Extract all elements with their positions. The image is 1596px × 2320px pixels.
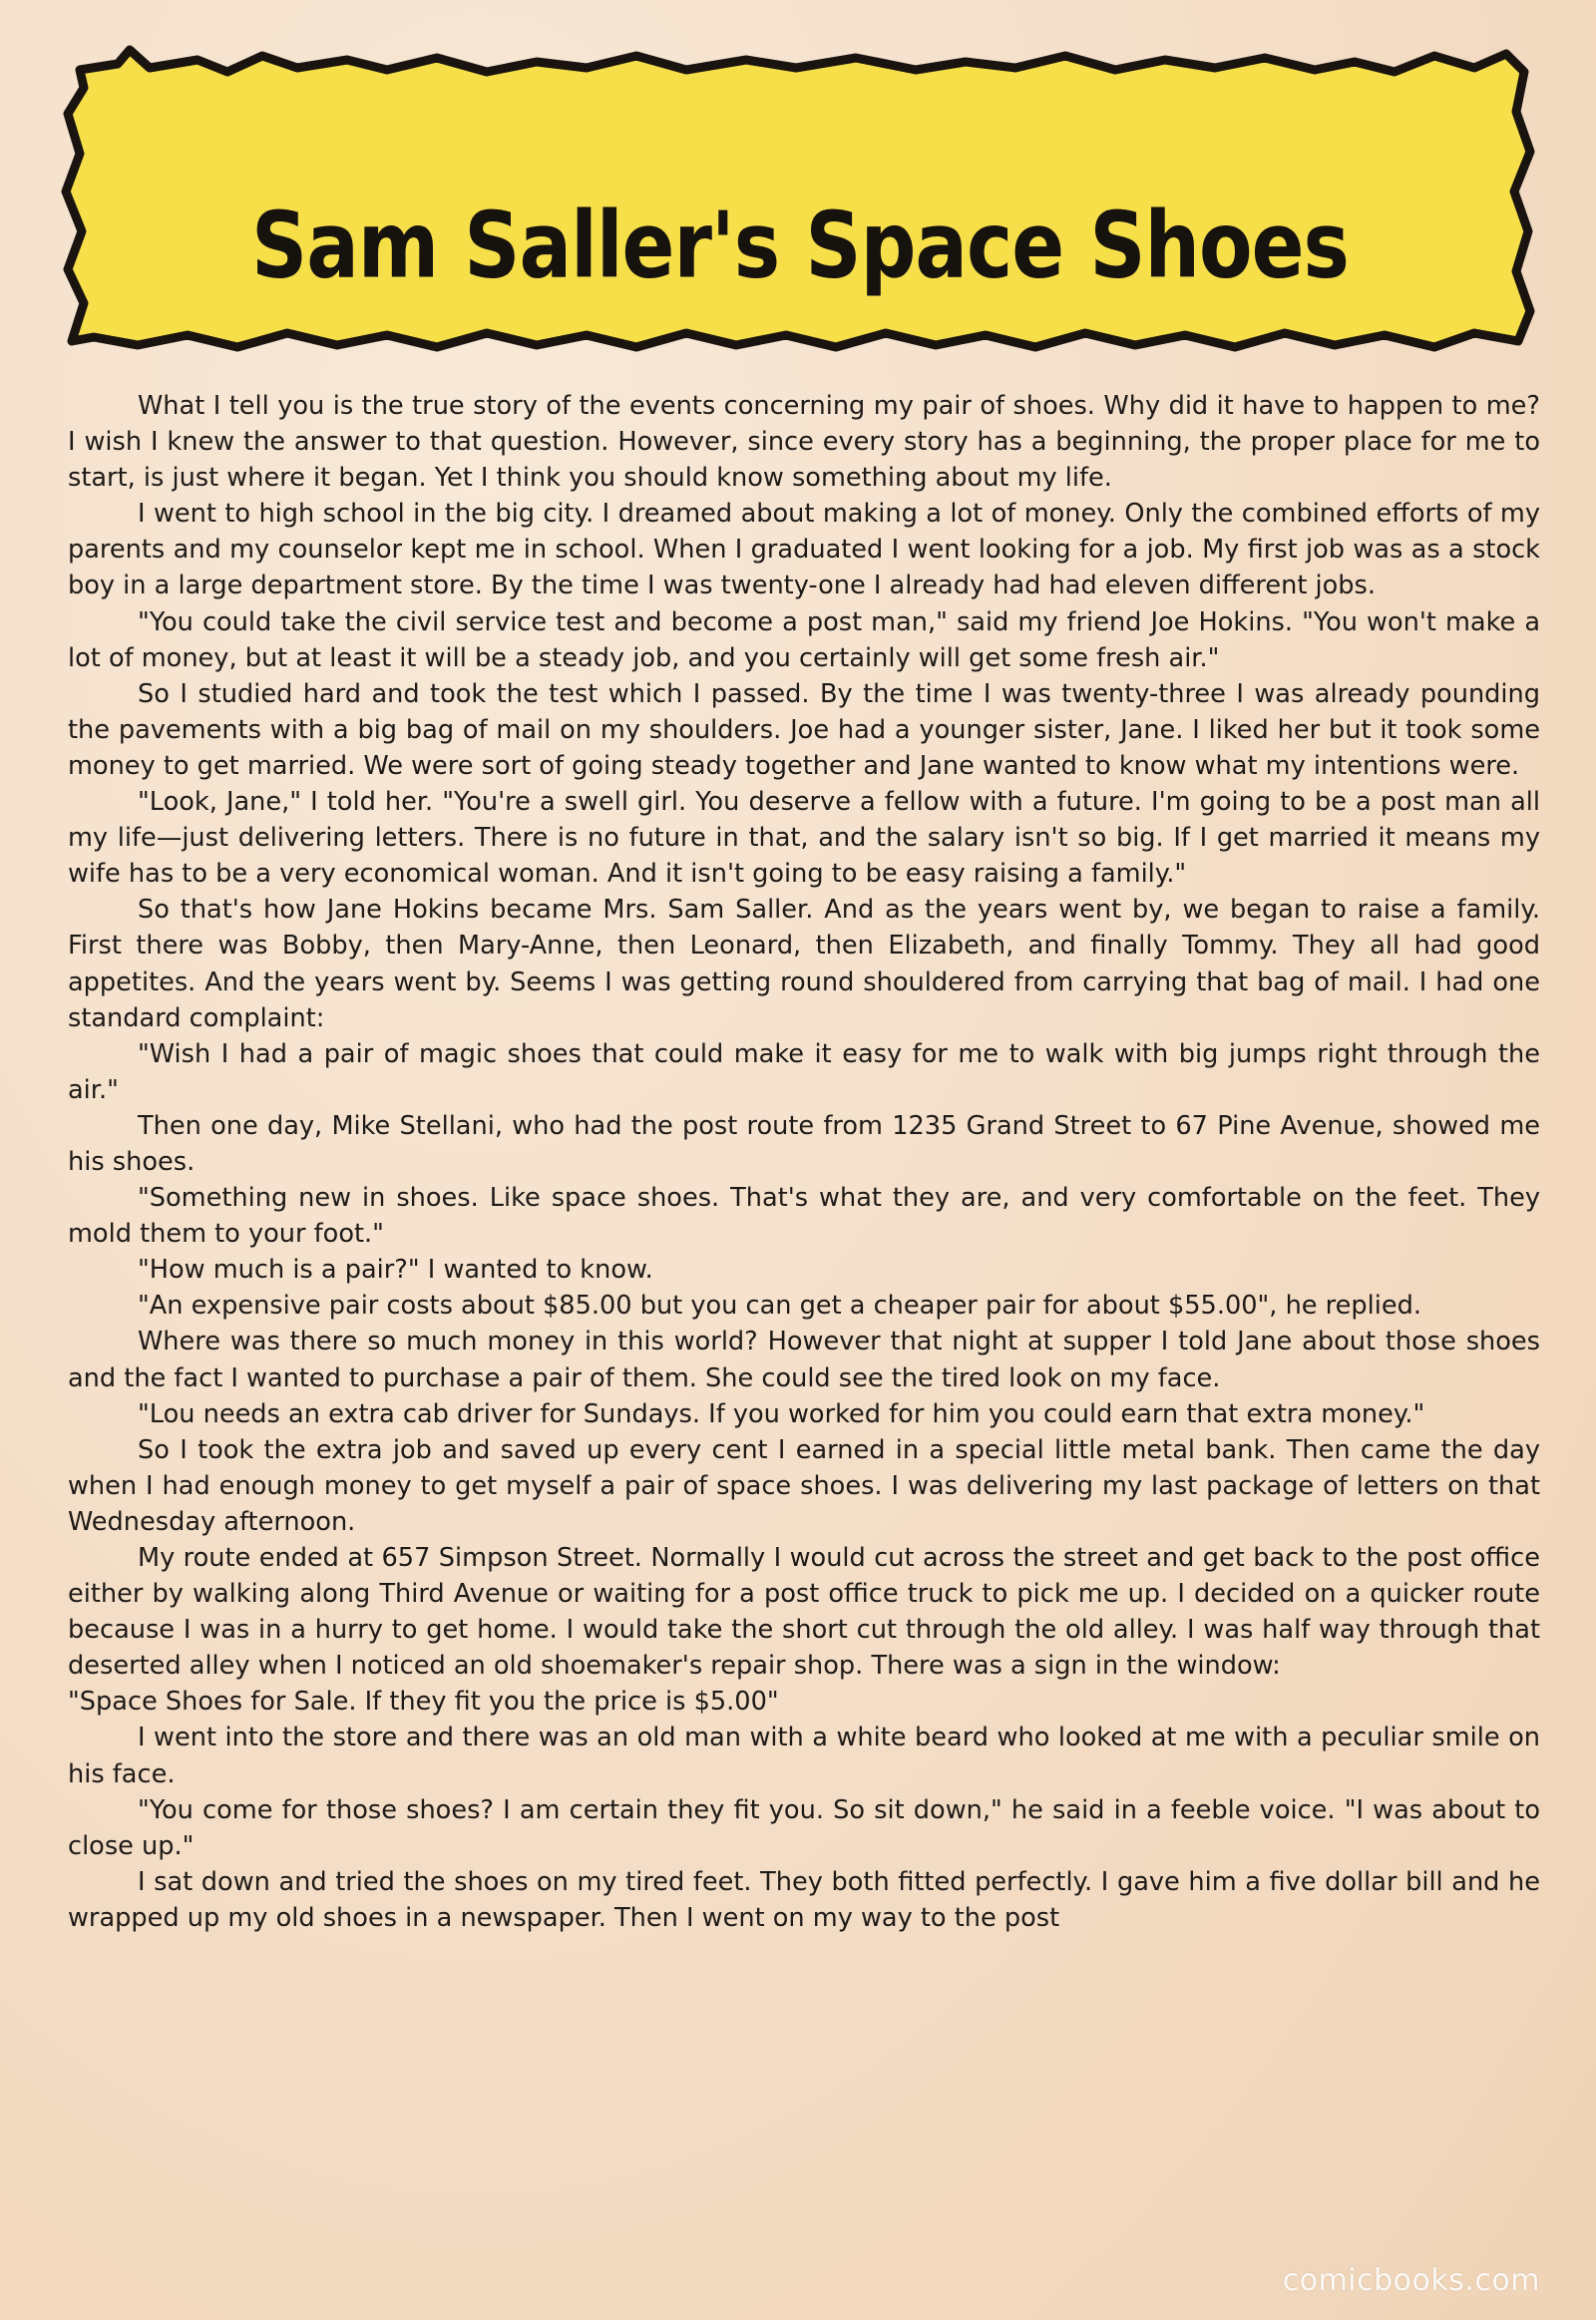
title-banner [58,42,1542,359]
story-title: Sam Saller's Space Shoes [251,193,1349,300]
paragraph: "You could take the civil service test and become a post man," said my friend Joe Hokins. "You won't make a lot of money, but at least it will be a steady job, and you certainly will get some fresh air." [68,606,1540,673]
paragraph: "Something new in shoes. Like space shoes. That's what they are, and very comfortable on the feet. They mold them to your foot." [68,1183,1540,1250]
paragraph: So I studied hard and took the test which I passed. By the time I was twenty-three I was already pounding the pavements with a big bag of mail on my shoulders. Joe had a younger sister, Jane. I liked her but it took some money to get married. We were sort of going steady together and Jane wanted to know what my intentions were. [68,678,1540,781]
paragraph: Then one day, Mike Stellani, who had the post route from 1235 Grand Street to 67 Pine Avenue, showed me his shoes. [68,1110,1540,1177]
paragraph: "Lou needs an extra cab driver for Sundays. If you worked for him you could earn that extra money." [138,1398,1425,1429]
paragraph: "Look, Jane," I told her. "You're a swell girl. You deserve a fellow with a future. I'm going to be a post man all my life—just delivering letters. There is no future in that, and the salary isn't so big. If I get married it means my wife has to be a very economical woman. And it isn't going to be easy raising a family." [68,787,1540,890]
paragraph: My route ended at 657 Simpson Street. Normally I would cut across the street and get back to the post office either by walking along Third Avenue or waiting for a post office truck to pick me up. I decided on a quicker route because I was in a hurry to get home. I would take the short cut through the old alley. I was half way through that deserted alley when I noticed an old shoemaker's repair shop. There was a sign in the window: [68,1543,1540,1682]
paragraph: "You come for those shoes? I am certain they fit you. So sit down," he said in a feeble voice. "I was about to close up." [68,1794,1540,1861]
paragraph: So that's how Jane Hokins became Mrs. Sam Saller. And as the years went by, we began to raise a family. First there was Bobby, then Mary-Anne, then Leonard, then Elizabeth, and finally Tommy. They all had good appetites. And the years went by. Seems I was getting round shouldered from carrying that bag of mail. I had one standard complaint: [68,895,1540,1033]
paragraph: So I took the extra job and saved up every cent I earned in a special little metal bank. Then came the day when I had enough money to get myself a pair of space shoes. I was delivering my last package of letters on that Wednesday afternoon. [68,1434,1540,1537]
paragraph: "How much is a pair?" I wanted to know. [138,1255,653,1286]
watermark: comicbooks.com [1282,2263,1540,2298]
paragraph: What I tell you is the true story of the events concerning my pair of shoes. Why did it have to happen to me? I wish I knew the answer to that question. However, since every story has a beginning, the proper place for me to start, is just where it began. Yet I think you should know something about my life. [68,391,1540,494]
paragraph: I went to high school in the big city. I dreamed about making a lot of money. Only the combined efforts of my parents and my counselor kept me in school. When I graduated I went looking for a job. My first job was as a stock boy in a large department store. By the time I was twenty-one I already had had eleven different jobs. [68,499,1540,601]
shop-sign-quote: "Space Shoes for Sale. If they fit you the price is $5.00" [68,1687,779,1718]
paragraph: I sat down and tried the shoes on my tired feet. They both fitted perfectly. I gave him a five dollar bill and he wrapped up my old shoes in a newspaper. Then I went on my way to the post [68,1866,1540,1933]
paragraph: "Wish I had a pair of magic shoes that could make it easy for me to walk with big jumps right through the air." [68,1038,1540,1105]
story-body [68,388,1540,1936]
paragraph: I went into the store and there was an old man with a white beard who looked at me with a peculiar smile on his face. [68,1723,1540,1789]
paragraph: "An expensive pair costs about $85.00 but you can get a cheaper pair for about $55.00", he replied. [138,1291,1421,1322]
paragraph: Where was there so much money in this world? However that night at supper I told Jane about those shoes and the fact I wanted to purchase a pair of them. She could see the tired look on my face. [68,1327,1540,1393]
